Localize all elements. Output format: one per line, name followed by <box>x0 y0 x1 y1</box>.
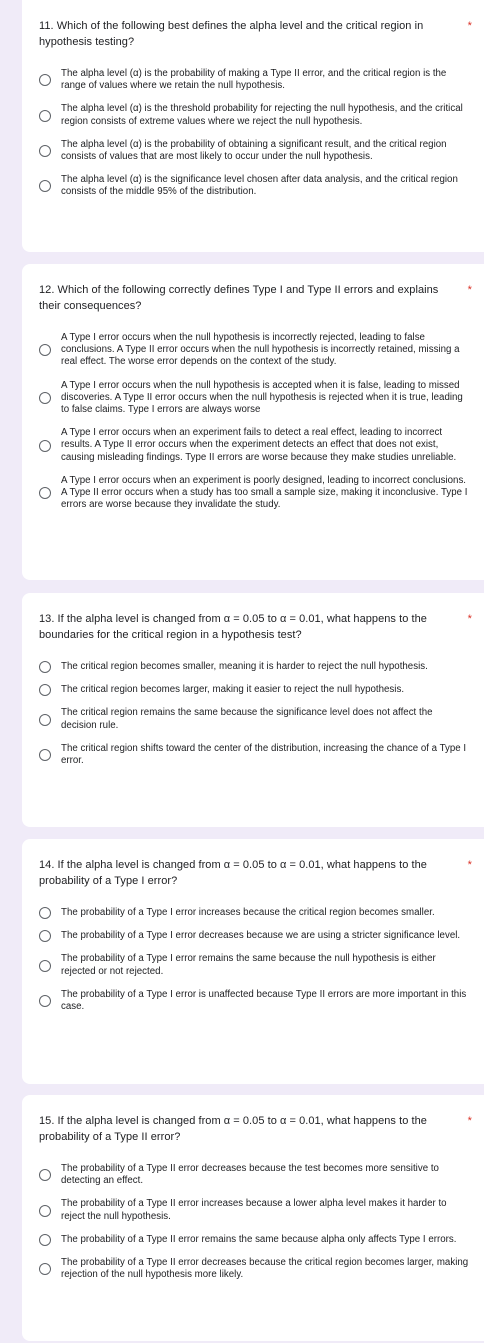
radio-button[interactable] <box>39 749 51 761</box>
option-label: A Type I error occurs when the null hypothesis is accepted when it is false, leading to missed discoveries. A Type II error occurs when the null hypothesis is rejected when it is true, leading to false claims. Type I errors are always worse <box>61 379 463 416</box>
option-a[interactable] <box>39 1163 484 1187</box>
option-label: The probability of a Type II error decreases because the test becomes more sensitive to detecting an effect. <box>61 1163 439 1187</box>
question-card-14 <box>22 839 484 1084</box>
option-c[interactable] <box>39 1234 484 1246</box>
option-label: The probability of a Type I error increases because the critical region becomes smaller. <box>61 907 435 918</box>
option-label: The probability of a Type II error increases because a lower alpha level makes it harder to reject the null hypothesis. <box>61 1198 447 1222</box>
option-b[interactable] <box>39 103 484 127</box>
option-d[interactable] <box>39 743 484 767</box>
option-label: The alpha level (α) is the probability of obtaining a significant result, and the critical region consists of values that are most likely to occur under the null hypothesis. <box>61 138 447 163</box>
radio-button[interactable] <box>39 440 51 452</box>
option-a[interactable] <box>39 661 484 673</box>
required-asterisk: * <box>467 284 472 296</box>
option-label: The critical region becomes smaller, meaning it is harder to reject the null hypothesis. <box>61 661 428 672</box>
option-label: The alpha level (α) is the threshold probability for rejecting the null hypothesis, and the critical region consists of extreme values where we reject the null hypothesis. <box>61 103 463 127</box>
option-c[interactable] <box>39 953 484 977</box>
radio-button[interactable] <box>39 487 51 499</box>
option-d[interactable] <box>39 475 484 512</box>
required-asterisk: * <box>467 613 472 625</box>
radio-button[interactable] <box>39 661 51 673</box>
options-list <box>39 332 484 511</box>
question-title <box>39 611 484 643</box>
options-list <box>39 907 484 1013</box>
option-a[interactable] <box>39 332 484 369</box>
option-c[interactable] <box>39 707 484 731</box>
option-d[interactable] <box>39 174 484 198</box>
option-b[interactable] <box>39 930 484 942</box>
radio-button[interactable] <box>39 907 51 919</box>
option-b[interactable] <box>39 1198 484 1222</box>
option-label: A Type I error occurs when an experiment is poorly designed, leading to incorrect conclusions. A Type II error occurs when a study has too small a sample size, making it inconclusive. Type I errors are worse because they invalidate the study. <box>61 474 468 511</box>
option-c[interactable] <box>39 427 484 464</box>
radio-button[interactable] <box>39 1234 51 1246</box>
option-label: The probability of a Type I error decreases because we are using a stricter significance level. <box>61 930 461 942</box>
question-title <box>39 857 484 889</box>
option-label: The alpha level (α) is the probability of making a Type II error, and the critical region is the range of values where we retain the null hypothesis. <box>61 68 447 92</box>
question-text: 11. Which of the following best defines the alpha level and the critical region in hypothesis testing? <box>39 20 424 48</box>
radio-button[interactable] <box>39 930 51 942</box>
option-b[interactable] <box>39 684 484 696</box>
option-label: The critical region shifts toward the center of the distribution, increasing the chance of a Type I error. <box>61 742 467 767</box>
radio-button[interactable] <box>39 1169 51 1181</box>
radio-button[interactable] <box>39 1205 51 1217</box>
question-card-13 <box>22 593 484 827</box>
options-list <box>39 1163 484 1281</box>
option-b[interactable] <box>39 380 484 417</box>
options-list <box>39 661 484 767</box>
required-asterisk: * <box>467 1115 472 1127</box>
required-asterisk: * <box>467 20 472 32</box>
option-c[interactable] <box>39 139 484 163</box>
radio-button[interactable] <box>39 392 51 404</box>
option-label: The probability of a Type I error is unaffected because Type II errors are more important in this case. <box>61 988 467 1013</box>
radio-button[interactable] <box>39 960 51 972</box>
radio-button[interactable] <box>39 995 51 1007</box>
question-text: 15. If the alpha level is changed from α = 0.05 to α = 0.01, what happens to the probability of a Type II error? <box>39 1115 427 1143</box>
question-title <box>39 282 484 314</box>
radio-button[interactable] <box>39 1263 51 1275</box>
question-card-11 <box>22 0 484 252</box>
question-text: 14. If the alpha level is changed from α = 0.05 to α = 0.01, what happens to the probability of a Type I error? <box>39 859 427 887</box>
radio-button[interactable] <box>39 180 51 192</box>
option-label: A Type I error occurs when the null hypothesis is incorrectly rejected, leading to false conclusions. A Type II error occurs when the null hypothesis is incorrectly retained, missing a real effect. The worse error depends on the context of the study. <box>61 332 460 368</box>
question-title <box>39 1113 484 1145</box>
required-asterisk: * <box>467 859 472 871</box>
radio-button[interactable] <box>39 145 51 157</box>
radio-button[interactable] <box>39 684 51 696</box>
question-card-15 <box>22 1095 484 1341</box>
option-a[interactable] <box>39 907 484 919</box>
option-label: The critical region becomes larger, making it easier to reject the null hypothesis. <box>61 684 405 696</box>
question-text: 13. If the alpha level is changed from α = 0.05 to α = 0.01, what happens to the boundaries for the critical region in a hypothesis test? <box>39 613 427 641</box>
radio-button[interactable] <box>39 344 51 356</box>
options-list <box>39 68 484 199</box>
question-card-12 <box>22 264 484 580</box>
radio-button[interactable] <box>39 714 51 726</box>
option-label: The probability of a Type I error remains the same because the null hypothesis is either rejected or not rejected. <box>61 953 436 977</box>
option-label: The probability of a Type II error decreases because the critical region becomes larger, making rejection of the null hypothesis more likely. <box>61 1257 469 1281</box>
option-label: The critical region remains the same because the significance level does not affect the decision rule. <box>61 707 433 731</box>
option-label: A Type I error occurs when an experiment fails to detect a real effect, leading to incorrect results. A Type II error occurs when the experiment detects an effect that does not exist, causing misleading findings. Type II errors are worse because they make studies unreliable. <box>61 427 457 463</box>
question-text: 12. Which of the following correctly defines Type I and Type II errors and explains their consequences? <box>39 284 439 312</box>
option-label: The alpha level (α) is the significance level chosen after data analysis, and the critical region consists of the middle 95% of the distribution. <box>61 174 458 198</box>
radio-button[interactable] <box>39 110 51 122</box>
option-label: The probability of a Type II error remains the same because alpha only affects Type I errors. <box>61 1233 457 1245</box>
option-d[interactable] <box>39 989 484 1013</box>
option-a[interactable] <box>39 68 484 92</box>
radio-button[interactable] <box>39 74 51 86</box>
option-d[interactable] <box>39 1257 484 1281</box>
question-title <box>39 18 484 50</box>
